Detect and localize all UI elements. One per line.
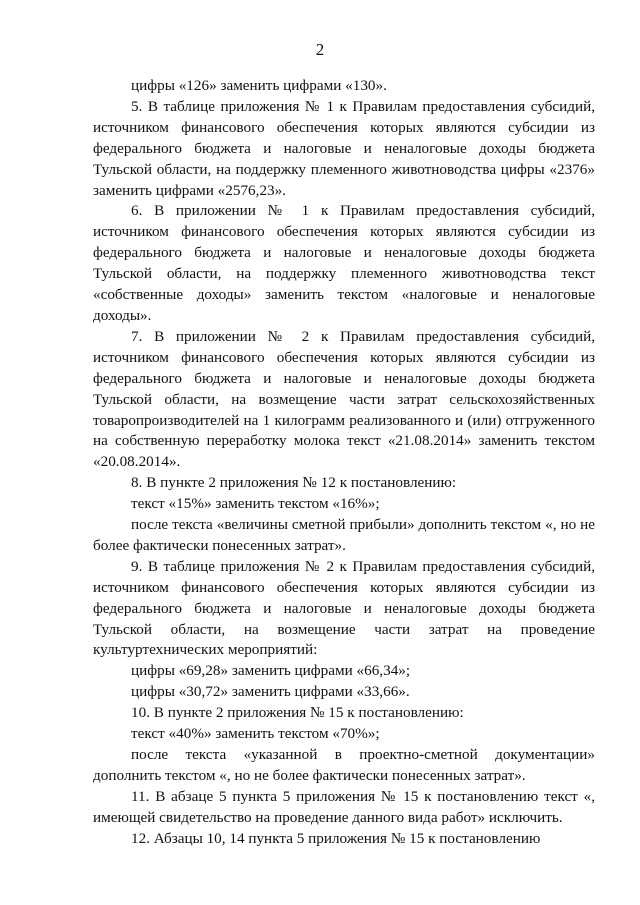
paragraph-item-8: 8. В пункте 2 приложения № 12 к постановлению: bbox=[131, 474, 457, 492]
paragraph-item-8-text-15: текст «15%» заменить текстом «16%»; bbox=[131, 495, 380, 513]
paragraph-item-9-digits-69: цифры «69,28» заменить цифрами «66,34»; bbox=[131, 662, 411, 680]
document-body bbox=[93, 76, 595, 850]
paragraph-item-10: 10. В пункте 2 приложения № 15 к постановлению: bbox=[131, 704, 464, 722]
paragraph-item-9-digits-30: цифры «30,72» заменить цифрами «33,66». bbox=[131, 683, 410, 701]
paragraph-item-10-text-40: текст «40%» заменить текстом «70%»; bbox=[131, 725, 380, 743]
paragraph-digits-126: цифры «126» заменить цифрами «130». bbox=[131, 77, 387, 94]
paragraph-item-6: 6. В приложении № 1 к Правилам предоставления субсидий, источником финансового обеспечения которых являются субсидии из федерального бюджета и налоговые и неналоговые доходы бюджета Тульской области, на поддержку племенного животноводства текст «собственные доходы» заменить текстом «налоговые и неналоговые доходы». bbox=[93, 202, 595, 324]
paragraph-item-8-after-text: после текста «величины сметной прибыли» дополнить текстом «, но не более фактически понесенных затрат». bbox=[93, 516, 595, 554]
paragraph-item-5: 5. В таблице приложения № 1 к Правилам предоставления субсидий, источником финансового обеспечения которых являются субсидии из федерального бюджета и налоговые и неналоговые доходы бюджета Тульской области, на поддержку племенного животноводства цифры «2376» заменить цифрами «2576,23». bbox=[93, 97, 595, 199]
paragraph-item-11: 11. В абзаце 5 пункта 5 приложения № 15 к постановлению текст «, имеющей свидетельство на проведение данного вида работ» исключить. bbox=[93, 787, 595, 826]
paragraph-item-7: 7. В приложении № 2 к Правилам предоставления субсидий, источником финансового обеспечения которых являются субсидии из федерального бюджета и налоговые и неналоговые доходы бюджета Тульской области, на возмещение части затрат сельскохозяйственных товаропроизводителей на 1 килограмм реализованного и (или) отгруженного на собственную переработку молока текст «21.08.2014» заменить текстом «20.08.2014». bbox=[93, 327, 595, 471]
page-number: 2 bbox=[315, 40, 325, 59]
paragraph-item-10-after-text: после текста «указанной в проектно-сметной документации» дополнить текстом «, но не более фактически понесенных затрат». bbox=[93, 746, 595, 784]
paragraph-item-12: 12. Абзацы 10, 14 пункта 5 приложения № 15 к постановлению bbox=[131, 829, 541, 847]
paragraph-item-9: 9. В таблице приложения № 2 к Правилам предоставления субсидий, источником финансового обеспечения которых являются субсидии из федерального бюджета и налоговые и неналоговые доходы бюджета Тульской области, на возмещение части затрат на проведение культуртехнических мероприятий: bbox=[93, 557, 595, 659]
